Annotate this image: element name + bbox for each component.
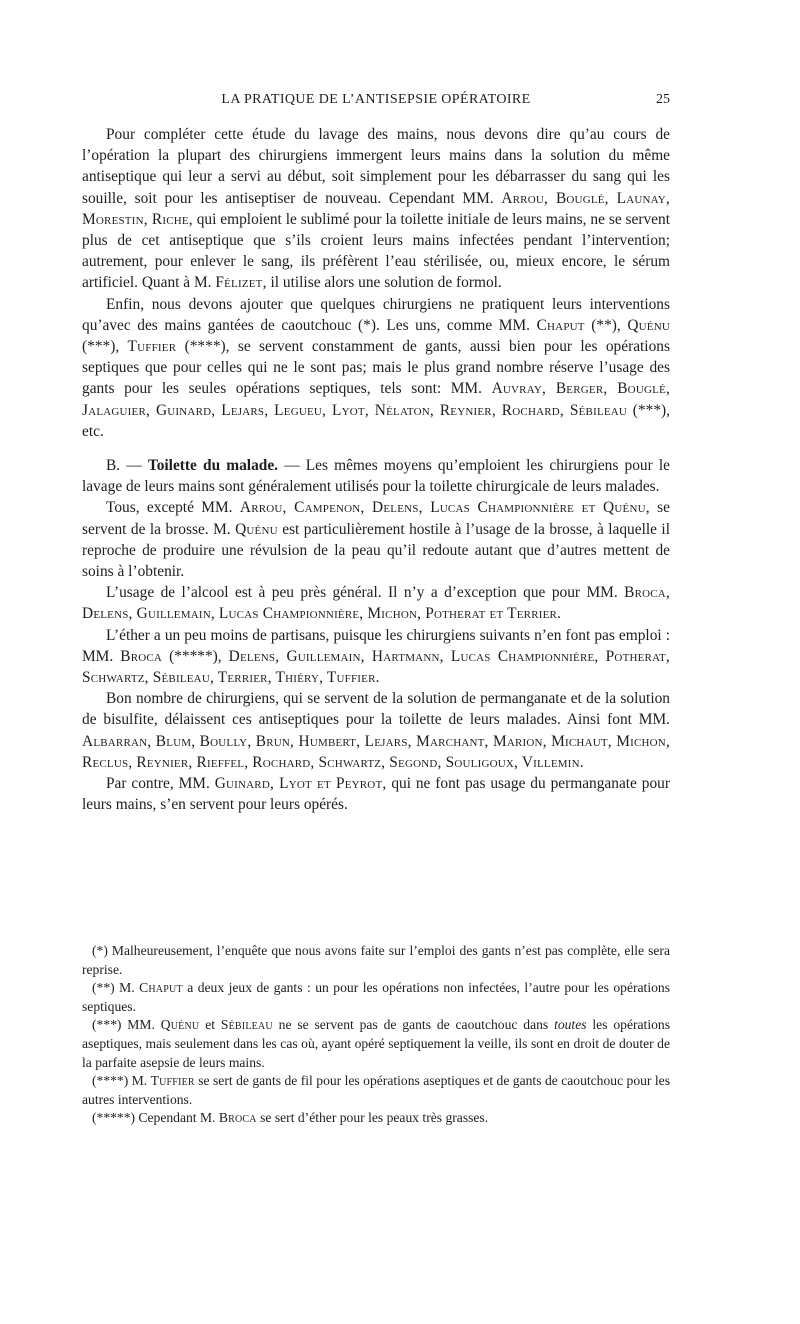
paragraph-contrary: Par contre, MM. Guinard, Lyot et Peyrot, qui ne font pas usage du permanganate pour leurs mains, s’en servent pour leurs opérés. — [82, 775, 670, 814]
footnote-4: (****) M. Tuffier se sert de gants de fil pour les opérations aseptiques et de gants de caoutchouc pour les autres interventions. — [82, 1073, 671, 1107]
surgeon-name: Broca — [120, 647, 163, 665]
footnote-ref: (**), — [591, 316, 621, 334]
paragraph-permanganate: Bon nombre de chirurgiens, qui se servent de la solution de permanganate et de la solution de bisulfite, délaissent ces antiseptiques pour la toilette de leurs malades. Ainsi font MM. Albarran, Blum, Boully, Brun, Humbert, Lejars, Marchant, Marion, Michaut, Michon, Reclus, Reynier, Rieffel, Rochard, Schwartz, Segond, Souligoux, Villemin. — [82, 690, 670, 771]
surgeon-name: Quénu — [627, 316, 670, 334]
surgeon-name: Quénu — [235, 520, 278, 538]
section-gap — [82, 442, 670, 455]
surgeon-names: Auvray, Berger, Bouglé, Jalaguier, Guinard, Lejars, Legueu, Lyot, Nélaton, Reynier, Rochard, Sébileau — [82, 380, 670, 419]
footnote-1: (*) Malheureusement, l’enquête que nous avons faite sur l’emploi des gants n’est pas complète, elle sera reprise. — [82, 943, 670, 977]
running-title: LA PRATIQUE DE L’ANTISEPSIE OPÉRATOIRE — [221, 92, 531, 107]
surgeon-names: Arrou, Bouglé, Launay, Morestin, Riche, — [82, 189, 670, 228]
surgeon-name: Félizet, — [215, 274, 267, 292]
body-text — [82, 124, 670, 816]
paragraph-hand-washing: Pour compléter cette étude du lavage des mains, nous devons dire qu’au cours de l’opération la plupart des chirurgiens immergent leurs mains dans la solution du même antiseptique qui leur a servi au début, soit simplement pour les débarrasser du sang qui les souille, soit pour les antiseptiser de nouveau. Cependant MM. Arrou, Bouglé, Launay, Morestin, Riche, qui emploient le sublimé pour la toilette initiale de leurs mains, ne se servent plus de cet antiseptique que s’ils croient leurs mains infectées pendant l’intervention; autrement, pour enlever le sang, ils préfèrent l’eau stérilisée, ou, mieux encore, le sérum artificiel. Quant à M. Félizet, il utilise alors une solution de formol. — [82, 126, 670, 292]
footnote-ref: (***), — [632, 401, 670, 419]
footnote-ref: (***), — [82, 338, 120, 356]
paragraph-gloves: Enfin, nous devons ajouter que quelques chirurgiens ne pratiquent leurs interventions qu’avec des mains gantées de caoutchouc (*). Les uns, comme MM. Chaput (**), Quénu (***), Tuffier (****), se servent constamment de gants, aussi bien pour les opérations septiques que pour celles qui ne le sont pas; mais le plus grand nombre réserve l’usage des gants pour les seules opérations septiques, tels sont: MM. Auvray, Berger, Bouglé, Jalaguier, Guinard, Lejars, Legueu, Lyot, Nélaton, Reynier, Rochard, Sébileau (***), etc. — [82, 295, 670, 440]
section-title: Toilette du malade. — [147, 457, 279, 475]
section-label: B. — — [106, 457, 142, 475]
surgeon-name: Tuffier — [150, 1073, 195, 1089]
footnote-2: (**) M. Chaput a deux jeux de gants : un pour les opérations non infectées, l’autre pour les opérations septiques. — [82, 980, 670, 1014]
surgeon-names: Guinard, Lyot et Peyrot, — [214, 775, 387, 793]
surgeon-name: Tuffier — [127, 338, 177, 356]
surgeon-names: Albarran, Blum, Boully, Brun, Humbert, Lejars, Marchant, Marion, Michaut, Michon, Reclus, Reynier, Rieffel, Rochard, Schwartz, Segond, Souligoux, Villemin. — [82, 732, 670, 771]
surgeon-name: Chaput — [139, 980, 183, 996]
footnote-5: (*****) Cependant M. Broca se sert d’éther pour les peaux très grasses. — [92, 1110, 489, 1126]
footnote-ref: (****), — [184, 338, 230, 356]
surgeon-names: Broca, Delens, Guillemain, Lucas Championnière, Michon, Potherat et Terrier. — [82, 584, 670, 623]
surgeon-name: Quénu — [160, 1017, 200, 1033]
paragraph-section-b: B. — Toilette du malade. — Les mêmes moyens qu’emploient les chirurgiens pour le lavage de leurs mains sont généralement utilisés pour la toilette chirurgicale de leurs malades. — [82, 457, 670, 496]
paragraph-brush: Tous, excepté MM. Arrou, Campenon, Delens, Lucas Championnière et Quénu, se servent de la brosse. M. Quénu est particulièrement hostile à l’usage de la brosse, à laquelle il reproche de produire une révulsion de la peau qu’il redoute autant que d’autres mettent de soins à l’obtenir. — [82, 499, 670, 581]
surgeon-names: Delens, Guillemain, Hartmann, Lucas Championnière, Potherat, Schwartz, Sébileau, Terrier, Thiéry, Tuffier. — [82, 647, 670, 687]
paragraph-alcohol: L’usage de l’alcool est à peu près général. Il n’y a d’exception que pour MM. Broca, Delens, Guillemain, Lucas Championnière, Michon, Potherat et Terrier. — [82, 584, 670, 623]
footnote-ref: (*****), — [169, 647, 222, 665]
running-head — [82, 92, 670, 114]
surgeon-names: Arrou, Campenon, Delens, Lucas Championnière et Quénu, — [239, 499, 650, 517]
surgeon-name: Chaput — [536, 316, 585, 334]
footnote-3: (***) MM. Quénu et Sébileau ne se servent pas de gants de caoutchouc dans toutes les opérations aseptiques, mais seulement dans les cas où, ayant opéré septiquement la veille, ils sont en droit de douter de la parfaite asepsie de leurs mains. — [82, 1017, 670, 1070]
surgeon-name: Sébileau — [220, 1017, 273, 1033]
footnotes — [82, 942, 670, 1128]
page-number: 25 — [656, 92, 670, 107]
emphasis: toutes — [554, 1017, 587, 1033]
paragraph-ether: L’éther a un peu moins de partisans, puisque les chirurgiens suivants n’en font pas emploi : MM. Broca (*****), Delens, Guillemain, Hartmann, Lucas Championnière, Potherat, Schwartz, Sébileau, Terrier, Thiéry, Tuffier. — [82, 626, 670, 687]
surgeon-name: Broca — [218, 1110, 257, 1126]
